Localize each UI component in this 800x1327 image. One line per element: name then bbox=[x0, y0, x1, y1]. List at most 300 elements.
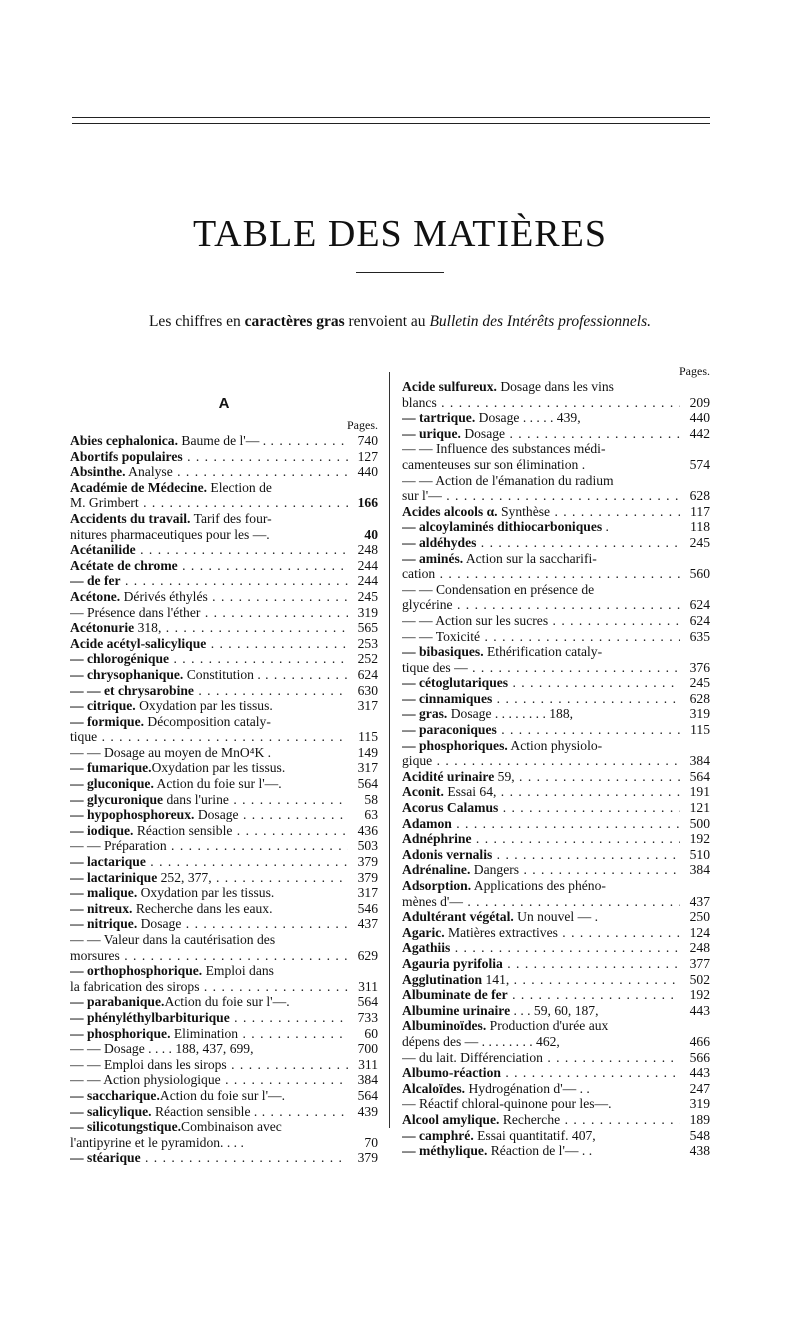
entry-detail: Oxydation par les tissus. bbox=[137, 885, 275, 901]
entry-detail: 318, bbox=[134, 620, 162, 636]
page-number: 189 bbox=[689, 1111, 710, 1127]
page-number: 245 bbox=[689, 534, 710, 550]
entry-text bbox=[70, 698, 348, 714]
entry-text bbox=[402, 847, 680, 863]
entry-text bbox=[402, 441, 680, 457]
index-entry bbox=[70, 1072, 378, 1088]
entry-detail: sur l'— bbox=[402, 488, 442, 504]
index-entry bbox=[70, 916, 378, 932]
entry-detail: — du lait. Différenciation bbox=[402, 1049, 543, 1065]
entry-text bbox=[70, 527, 348, 543]
index-entry bbox=[70, 573, 378, 589]
entry-detail: — — Dosage au moyen de MnO⁴K . bbox=[70, 744, 272, 760]
entry-heading: — nitreux. bbox=[70, 900, 133, 916]
entry-text bbox=[70, 979, 348, 995]
entry-text bbox=[402, 1143, 680, 1159]
entry-detail: Décomposition cataly- bbox=[144, 713, 271, 729]
entry-detail: Réaction sensible bbox=[133, 822, 233, 838]
index-entry bbox=[402, 738, 710, 754]
entry-detail: tique des — bbox=[402, 659, 468, 675]
page-number: 635 bbox=[689, 628, 710, 644]
entry-detail: — — Action sur les sucres bbox=[402, 612, 549, 628]
index-column-left bbox=[70, 364, 378, 1166]
entry-text bbox=[402, 784, 680, 800]
entry-heading: Acétanilide bbox=[70, 542, 136, 558]
entry-detail: Un nouvel — . bbox=[513, 909, 598, 925]
page-number: 379 bbox=[357, 869, 378, 885]
entry-heading: — urique. bbox=[402, 425, 461, 441]
page-number: 379 bbox=[357, 1150, 378, 1166]
entry-text bbox=[70, 620, 348, 636]
page-number: 118 bbox=[690, 519, 710, 535]
index-entry bbox=[70, 698, 378, 714]
entry-heading: — stéarique bbox=[70, 1150, 141, 1166]
entry-heading: — aminés. bbox=[402, 550, 464, 566]
page-number: 442 bbox=[689, 425, 710, 441]
entry-heading: — chlorogénique bbox=[70, 651, 170, 667]
entry-heading: Accidents du travail. bbox=[70, 510, 191, 526]
entry-text bbox=[402, 878, 680, 894]
page-number: 443 bbox=[689, 1065, 710, 1081]
entry-detail: — — Emploi dans les sirops bbox=[70, 1056, 227, 1072]
page-number: 248 bbox=[357, 542, 378, 558]
entry-text bbox=[70, 916, 348, 932]
entry-text bbox=[402, 551, 680, 567]
page-number: 384 bbox=[689, 862, 710, 878]
entry-detail: Combinaison avec bbox=[181, 1119, 282, 1135]
entry-heading: Acétone. bbox=[70, 588, 121, 604]
entry-text bbox=[70, 870, 348, 886]
entry-heading: Adnéphrine bbox=[402, 831, 472, 847]
entry-detail: — — Dosage . . . . 188, 437, 699, bbox=[70, 1041, 254, 1057]
page-number: 377 bbox=[689, 955, 710, 971]
entry-detail: Dosage dans les vins bbox=[496, 379, 614, 394]
entry-detail: Dérivés éthylés bbox=[120, 588, 208, 604]
page-title: TABLE DES MATIÈRES bbox=[193, 213, 607, 255]
entry-text bbox=[402, 862, 680, 878]
entry-heading: — cétoglutariques bbox=[402, 675, 509, 691]
entry-detail: gique bbox=[402, 753, 433, 769]
entry-text bbox=[402, 1096, 680, 1112]
index-entry bbox=[70, 1026, 378, 1042]
index-entry bbox=[402, 551, 710, 567]
page-number: 244 bbox=[357, 573, 378, 589]
entry-detail: — Réactif chloral-quinone pour les—. bbox=[402, 1096, 612, 1112]
entry-heading: — lactarique bbox=[70, 854, 146, 870]
index-entry bbox=[402, 800, 710, 816]
top-rule bbox=[72, 123, 710, 124]
entry-text bbox=[70, 636, 348, 652]
entry-heading: — lactarinique bbox=[70, 869, 158, 885]
entry-detail: Essai quantitatif. 407, bbox=[473, 1127, 596, 1143]
entry-text bbox=[402, 566, 680, 582]
entry-heading: — phosphoriques. bbox=[402, 737, 508, 753]
entry-text bbox=[402, 644, 680, 660]
index-entry bbox=[70, 870, 378, 886]
page-number: 440 bbox=[689, 410, 710, 426]
page-number: 379 bbox=[357, 854, 378, 870]
index-entry bbox=[70, 792, 378, 808]
entry-text bbox=[70, 573, 348, 589]
page-number: 244 bbox=[357, 557, 378, 573]
index-entry bbox=[402, 831, 710, 847]
entry-text bbox=[402, 800, 680, 816]
index-entry bbox=[402, 597, 710, 613]
entry-detail: Applications des phéno- bbox=[471, 878, 606, 893]
index-entry bbox=[70, 948, 378, 964]
page-number: 629 bbox=[357, 947, 378, 963]
entry-text bbox=[70, 433, 348, 449]
section-letter: A bbox=[218, 395, 230, 412]
index-entry bbox=[402, 566, 710, 582]
entry-detail: Action du foie sur l'—. bbox=[159, 1087, 286, 1103]
index-entry bbox=[70, 667, 378, 683]
entry-detail: Election de bbox=[207, 479, 272, 495]
page-number: 149 bbox=[357, 744, 378, 760]
entry-text bbox=[402, 691, 680, 707]
page-number: 247 bbox=[689, 1080, 710, 1096]
pages-heading: Pages. bbox=[347, 418, 378, 432]
page-number: 740 bbox=[357, 433, 378, 448]
index-entry bbox=[402, 582, 710, 598]
index-entry bbox=[70, 714, 378, 730]
index-entry bbox=[70, 1057, 378, 1073]
page-number: 564 bbox=[689, 768, 710, 784]
index-entry bbox=[70, 589, 378, 605]
entry-detail: Matières extractives bbox=[444, 924, 558, 940]
page-number: 624 bbox=[689, 612, 710, 628]
index-entry bbox=[70, 1010, 378, 1026]
index-entry bbox=[402, 441, 710, 457]
entry-text bbox=[402, 1081, 680, 1097]
entry-text bbox=[70, 885, 348, 901]
index-entry bbox=[70, 511, 378, 527]
entry-heading: Alcool amylique. bbox=[402, 1111, 500, 1127]
index-entry bbox=[70, 885, 378, 901]
title-rule bbox=[356, 272, 444, 273]
index-entry bbox=[402, 504, 710, 520]
page-number: 500 bbox=[689, 815, 710, 831]
entry-text bbox=[70, 1057, 348, 1073]
page-number: 40 bbox=[364, 526, 378, 542]
index-entry bbox=[70, 776, 378, 792]
page-number: 191 bbox=[689, 784, 710, 800]
index-entry bbox=[70, 1104, 378, 1120]
index-entry bbox=[402, 940, 710, 956]
index-entry bbox=[402, 769, 710, 785]
page-number: 252 bbox=[357, 651, 378, 667]
page-number: 117 bbox=[690, 503, 710, 519]
entry-heading: — de fer bbox=[70, 573, 121, 589]
entry-text bbox=[70, 1150, 348, 1166]
entry-text bbox=[70, 1026, 348, 1042]
page-number: 121 bbox=[689, 800, 710, 816]
entry-text bbox=[70, 1041, 348, 1057]
entry-heading: — orthophosphorique. bbox=[70, 963, 203, 979]
entry-text bbox=[402, 1112, 680, 1128]
entry-text bbox=[402, 629, 680, 645]
entry-text bbox=[70, 480, 348, 496]
entry-detail: — — Action de l'émanation du radium bbox=[402, 472, 614, 488]
page-number: 311 bbox=[358, 978, 378, 994]
entry-text bbox=[402, 535, 680, 551]
entry-detail: mènes d'— bbox=[402, 893, 463, 909]
column-divider bbox=[389, 372, 390, 1128]
entry-heading: Acidité urinaire bbox=[402, 768, 495, 784]
index-entry bbox=[402, 987, 710, 1003]
page-number: 503 bbox=[357, 838, 378, 854]
index-entry bbox=[402, 894, 710, 910]
entry-text bbox=[70, 1010, 348, 1026]
index-entry bbox=[70, 449, 378, 465]
entry-detail: M. Grimbert bbox=[70, 495, 139, 511]
page-number: 384 bbox=[357, 1072, 378, 1088]
index-entry bbox=[70, 838, 378, 854]
index-entry bbox=[402, 519, 710, 535]
index-entry bbox=[70, 1135, 378, 1151]
index-entry bbox=[402, 847, 710, 863]
entry-text bbox=[402, 925, 680, 941]
page-number: 317 bbox=[357, 698, 378, 714]
index-entry bbox=[402, 784, 710, 800]
pages-heading: Pages. bbox=[679, 364, 710, 378]
index-entry bbox=[70, 901, 378, 917]
entry-text bbox=[402, 816, 680, 832]
entry-text bbox=[70, 1119, 348, 1135]
note-bold: caractères gras bbox=[244, 313, 345, 330]
entry-heading: — fumarique. bbox=[70, 760, 152, 776]
entry-heading: Adrénaline. bbox=[402, 862, 471, 878]
index-entry bbox=[402, 395, 710, 411]
entry-detail: Ethérification cataly- bbox=[483, 644, 603, 660]
index-entry bbox=[402, 535, 710, 551]
entry-text bbox=[402, 987, 680, 1003]
entry-text bbox=[402, 675, 680, 691]
entry-detail: Hydrogénation d'— . . bbox=[465, 1080, 590, 1096]
entry-heading: — phosphorique. bbox=[70, 1025, 171, 1041]
index-entry bbox=[70, 760, 378, 776]
index-entry bbox=[402, 925, 710, 941]
entry-text bbox=[70, 605, 348, 621]
entry-text bbox=[70, 776, 348, 792]
index-entry bbox=[70, 979, 378, 995]
entry-heading: — méthylique. bbox=[402, 1143, 488, 1159]
entry-detail: . bbox=[602, 519, 609, 535]
index-entry bbox=[402, 753, 710, 769]
entry-heading: Adsorption. bbox=[402, 878, 472, 893]
intro-note bbox=[0, 313, 800, 331]
page-number: 630 bbox=[357, 682, 378, 698]
entry-text bbox=[70, 651, 348, 667]
page-number: 248 bbox=[689, 940, 710, 956]
entry-text bbox=[402, 660, 680, 676]
index-entry bbox=[402, 426, 710, 442]
entry-heading: Agathiis bbox=[402, 940, 451, 956]
entry-heading: Acide sulfureux. bbox=[402, 379, 497, 394]
entry-detail: Réaction de l'— . . bbox=[487, 1143, 593, 1159]
entry-text bbox=[402, 1018, 680, 1034]
entry-heading: — aldéhydes bbox=[402, 534, 477, 550]
entry-detail: Réaction sensible . bbox=[151, 1103, 258, 1119]
entry-detail: camenteuses sur son élimination . bbox=[402, 456, 586, 472]
top-rule bbox=[72, 117, 710, 118]
entry-detail: dépens des — . . . . . . . . 462, bbox=[402, 1033, 560, 1049]
index-entry bbox=[402, 1003, 710, 1019]
entry-text bbox=[402, 1003, 680, 1019]
entry-detail: glycérine bbox=[402, 597, 453, 613]
note-italic: Bulletin des Intérêts professionnels. bbox=[429, 313, 652, 330]
entry-detail: Dangers bbox=[470, 862, 520, 878]
page-number: 574 bbox=[689, 456, 710, 472]
index-entry bbox=[70, 1119, 378, 1135]
entry-text bbox=[402, 1034, 680, 1050]
index-entry bbox=[402, 379, 710, 395]
entry-detail: Production d'urée aux bbox=[486, 1018, 609, 1034]
entry-detail: Essai 64, bbox=[443, 784, 497, 800]
entry-heading: Agaric. bbox=[402, 924, 445, 940]
entry-text bbox=[402, 379, 680, 395]
entry-detail: — — Toxicité bbox=[402, 628, 481, 644]
entry-detail: — Présence dans l'éther bbox=[70, 604, 201, 620]
index-entry bbox=[402, 457, 710, 473]
page-number: 124 bbox=[689, 924, 710, 940]
entry-detail: l'antipyrine et le pyramidon. . . . bbox=[70, 1134, 244, 1150]
entry-heading: Alcaloïdes. bbox=[402, 1080, 466, 1096]
entry-heading: Agauria pyrifolia bbox=[402, 955, 503, 971]
entry-text bbox=[402, 1065, 680, 1081]
index-entry bbox=[402, 1018, 710, 1034]
entry-text bbox=[70, 854, 348, 870]
entry-detail: Action du foie sur l'—. bbox=[153, 776, 282, 792]
entry-heading: Acorus Calamus bbox=[402, 800, 499, 816]
page-number: 438 bbox=[689, 1143, 710, 1159]
page-number: 209 bbox=[689, 394, 710, 410]
index-entry bbox=[402, 1112, 710, 1128]
entry-heading: — salicylique. bbox=[70, 1103, 152, 1119]
entry-detail: — — Préparation bbox=[70, 838, 167, 854]
index-entry bbox=[402, 613, 710, 629]
entry-detail: Dosage . . . . . . . . 188, bbox=[447, 706, 574, 722]
index-entry bbox=[70, 823, 378, 839]
index-entry bbox=[402, 862, 710, 878]
page-number: 70 bbox=[364, 1134, 378, 1150]
entry-heading: — formique. bbox=[70, 713, 145, 729]
entry-detail: Elimination bbox=[170, 1025, 239, 1041]
entry-detail: Baume de l'— . bbox=[178, 433, 267, 448]
index-entry bbox=[402, 972, 710, 988]
entry-heading: Albumine urinaire bbox=[402, 1002, 511, 1018]
index-entry bbox=[402, 1143, 710, 1159]
entry-detail: — — Condensation en présence de bbox=[402, 581, 595, 597]
entry-detail: Constitution . bbox=[183, 666, 261, 682]
index-column-right bbox=[402, 364, 710, 1159]
page-number: 60 bbox=[364, 1025, 378, 1041]
entry-detail: Analyse bbox=[125, 464, 173, 480]
page-number: 502 bbox=[689, 971, 710, 987]
entry-heading: — nitrique. bbox=[70, 916, 138, 932]
page-number: 548 bbox=[689, 1127, 710, 1143]
entry-text bbox=[402, 753, 680, 769]
entry-detail: Recherche dans les eaux. bbox=[132, 900, 273, 916]
index-entry bbox=[70, 464, 378, 480]
entry-heading: Abortifs populaires bbox=[70, 448, 183, 464]
entry-text bbox=[402, 1128, 680, 1144]
page-number: 253 bbox=[357, 635, 378, 651]
entry-detail: Tarif des four- bbox=[190, 510, 272, 526]
entry-detail: 59, bbox=[494, 768, 515, 784]
entry-heading: Académie de Médecine. bbox=[70, 479, 208, 495]
index-entry bbox=[402, 1065, 710, 1081]
index-entry bbox=[402, 956, 710, 972]
entry-heading: — saccharique. bbox=[70, 1087, 160, 1103]
entry-detail: tique bbox=[70, 729, 98, 745]
index-entry bbox=[70, 558, 378, 574]
entry-heading: Abies cephalonica. bbox=[70, 433, 178, 448]
entry-detail: . . . 59, 60, 187, bbox=[510, 1002, 599, 1018]
index-entry bbox=[70, 854, 378, 870]
page-number: 443 bbox=[689, 1002, 710, 1018]
index-entry bbox=[70, 620, 378, 636]
index-entry bbox=[70, 745, 378, 761]
entry-detail: la fabrication des sirops bbox=[70, 978, 200, 994]
index-entry bbox=[402, 660, 710, 676]
entry-text bbox=[70, 932, 348, 948]
entry-text bbox=[402, 410, 680, 426]
entry-text bbox=[70, 838, 348, 854]
page-number: 440 bbox=[357, 464, 378, 480]
entry-text bbox=[70, 511, 348, 527]
index-entry bbox=[70, 932, 378, 948]
entry-text bbox=[70, 729, 348, 745]
entry-text bbox=[70, 1104, 348, 1120]
entry-text bbox=[402, 613, 680, 629]
index-entry bbox=[70, 542, 378, 558]
entry-text bbox=[70, 558, 348, 574]
entry-heading: — chrysophanique. bbox=[70, 666, 184, 682]
index-entry bbox=[402, 1128, 710, 1144]
page-number: 63 bbox=[364, 807, 378, 823]
entry-text bbox=[402, 582, 680, 598]
page-number: 436 bbox=[357, 822, 378, 838]
page-number: 250 bbox=[689, 909, 710, 925]
index-entry bbox=[402, 1081, 710, 1097]
index-entry bbox=[70, 433, 378, 449]
page-number: 624 bbox=[689, 597, 710, 613]
entry-detail: blancs bbox=[402, 394, 437, 410]
entry-heading: — malique. bbox=[70, 885, 138, 901]
entry-text bbox=[70, 963, 348, 979]
index-entry bbox=[70, 1088, 378, 1104]
entry-heading: Albuminate de fer bbox=[402, 987, 508, 1003]
index-entry bbox=[70, 480, 378, 496]
entry-text bbox=[70, 1072, 348, 1088]
entry-heading: — citrique. bbox=[70, 698, 136, 714]
entry-detail: Recherche bbox=[499, 1111, 561, 1127]
index-entry bbox=[70, 495, 378, 511]
entry-heading: Acides alcools α. bbox=[402, 503, 498, 519]
entry-detail: Emploi dans bbox=[202, 963, 274, 979]
page-number: 115 bbox=[358, 729, 378, 745]
page-number: 311 bbox=[358, 1056, 378, 1072]
entry-detail: — — Valeur dans la cautérisation des bbox=[70, 932, 276, 947]
index-entry bbox=[70, 683, 378, 699]
entry-heading: Acétonurie bbox=[70, 620, 135, 636]
entry-heading: — hypophosphoreux. bbox=[70, 807, 195, 823]
page-number: 192 bbox=[689, 831, 710, 847]
entry-detail: 252, 377, bbox=[157, 869, 212, 885]
entry-heading: — — et chrysarobine bbox=[70, 682, 194, 698]
index-entry bbox=[70, 994, 378, 1010]
